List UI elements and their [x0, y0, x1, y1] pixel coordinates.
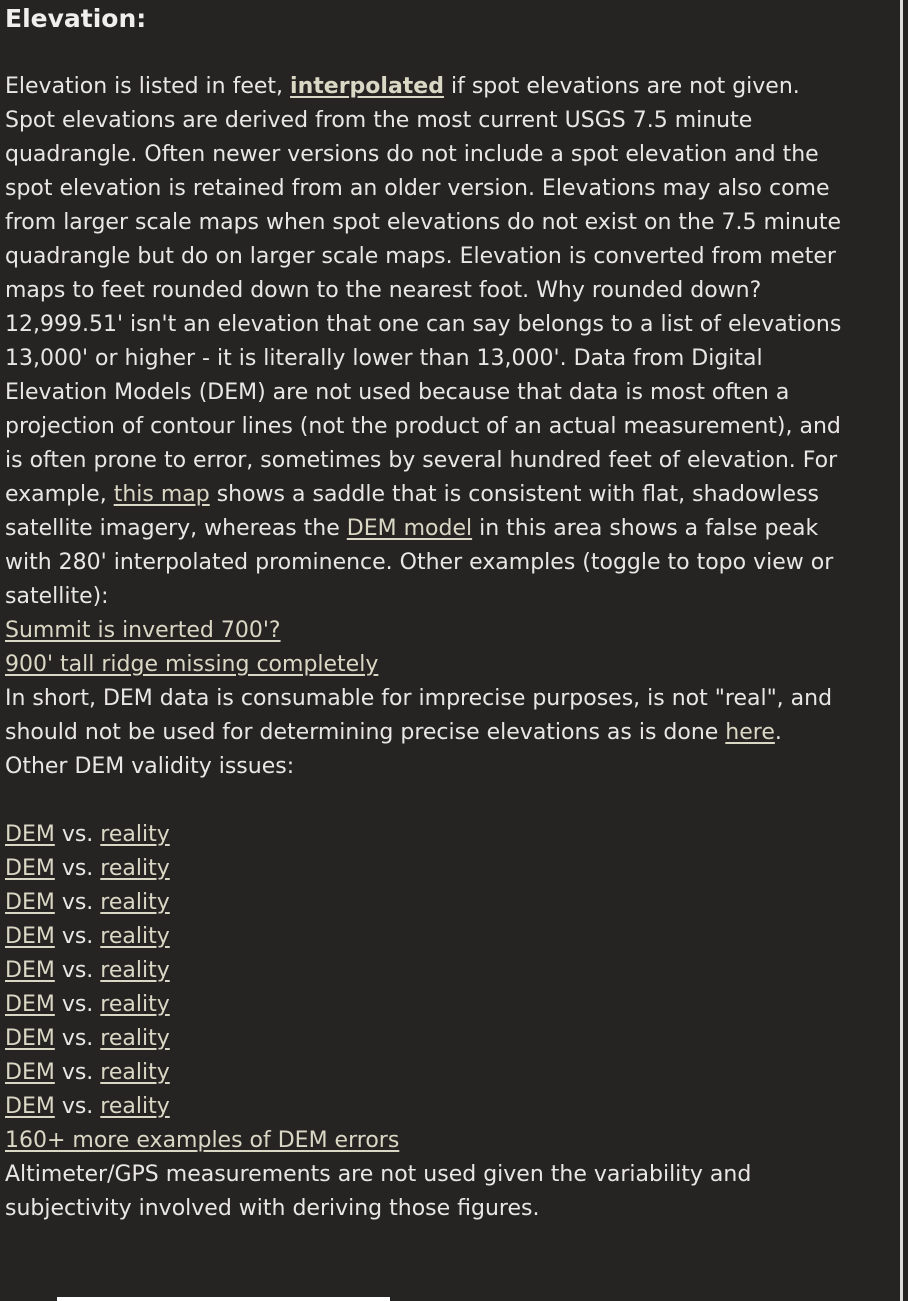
- content-area: [5, 4, 850, 1226]
- text-run: .: [774, 720, 782, 745]
- dem-vs-reality-list: [5, 818, 850, 1124]
- elevation-description: [5, 70, 850, 784]
- bottom-edge-fragment: [57, 1297, 390, 1301]
- text-run: Elevation is listed in feet,: [5, 74, 291, 99]
- text-run: if spot elevations are not given. Spot elevations are derived from the most current USGS 7.5 minute quadrangle. Often newer versions do not include a spot elevation and the spot elevation is retained from an older version. Elevations may also come from larger scale maps when spot elevations do not exist on the 7.5 minute quadrangle but do on larger scale maps. Elevation is converted from meter maps to feet rounded down to the nearest foot. Why rounded down? 12,999.51' isn't an elevation that one can say belongs to a list of elevations 13,000' or higher - it is literally lower than 13,000'. Data from Digital Elevation Models (DEM) are not used because that data is most often a projection of contour lines (not the product of an actual measurement), and is often prone to error, sometimes by several hundred feet of elevation. For example,: [5, 74, 842, 507]
- dem-link[interactable]: DEM: [5, 890, 55, 915]
- page-title: Elevation:: [5, 4, 147, 33]
- dem-link[interactable]: DEM: [5, 856, 55, 881]
- text-run: vs.: [54, 822, 101, 847]
- dem-link[interactable]: DEM: [5, 992, 55, 1017]
- list-item: [5, 1056, 850, 1090]
- this-map-link[interactable]: this map: [113, 482, 210, 507]
- text-run: vs.: [54, 958, 101, 983]
- list-item: [5, 852, 850, 886]
- text-run: shows a saddle that is consistent with flat, shadowless satellite imagery, whereas the: [5, 482, 819, 541]
- reality-link[interactable]: reality: [100, 1060, 170, 1085]
- reality-link[interactable]: reality: [100, 1026, 170, 1051]
- more-examples-link[interactable]: 160+ more examples of DEM errors: [5, 1128, 400, 1153]
- text-run: in this area shows a false peak with 280' interpolated prominence. Other examples (toggle to topo view or satellite):: [5, 516, 834, 609]
- dem-link[interactable]: DEM: [5, 924, 55, 949]
- dem-link[interactable]: DEM: [5, 1094, 55, 1119]
- reality-link[interactable]: reality: [100, 890, 170, 915]
- right-border-line: [900, 0, 903, 1301]
- reality-link[interactable]: reality: [100, 992, 170, 1017]
- list-item: [5, 988, 850, 1022]
- list-item: [5, 1090, 850, 1124]
- text-run: vs.: [54, 924, 101, 949]
- blank-line: [5, 784, 850, 818]
- reality-link[interactable]: reality: [100, 822, 170, 847]
- text-run: vs.: [54, 856, 101, 881]
- summit-inverted-link[interactable]: Summit is inverted 700'?: [5, 618, 281, 643]
- dem-model-link[interactable]: DEM model: [346, 516, 473, 541]
- text-run: vs.: [54, 1060, 101, 1085]
- list-item: [5, 1022, 850, 1056]
- dem-link[interactable]: DEM: [5, 822, 55, 847]
- text-run: vs.: [54, 1026, 101, 1051]
- reality-link[interactable]: reality: [100, 856, 170, 881]
- list-item: [5, 886, 850, 920]
- text-run: vs.: [54, 1094, 101, 1119]
- footer-block: [5, 1124, 850, 1226]
- list-item: [5, 818, 850, 852]
- text-run: Other DEM validity issues:: [5, 754, 295, 779]
- reality-link[interactable]: reality: [100, 1094, 170, 1119]
- text-run: vs.: [54, 992, 101, 1017]
- dem-link[interactable]: DEM: [5, 1026, 55, 1051]
- dem-link[interactable]: DEM: [5, 958, 55, 983]
- ridge-missing-link[interactable]: 900' tall ridge missing completely: [5, 652, 379, 677]
- here-link[interactable]: here: [725, 720, 775, 745]
- list-item: [5, 954, 850, 988]
- reality-link[interactable]: reality: [100, 958, 170, 983]
- dem-link[interactable]: DEM: [5, 1060, 55, 1085]
- list-item: [5, 920, 850, 954]
- text-run: vs.: [54, 890, 101, 915]
- text-run: In short, DEM data is consumable for imprecise purposes, is not "real", and should not be used for determining precise elevations as is done: [5, 686, 833, 745]
- text-run: Altimeter/GPS measurements are not used given the variability and subjectivity involved with deriving those figures.: [5, 1162, 752, 1221]
- interpolated-link[interactable]: interpolated: [290, 74, 444, 99]
- reality-link[interactable]: reality: [100, 924, 170, 949]
